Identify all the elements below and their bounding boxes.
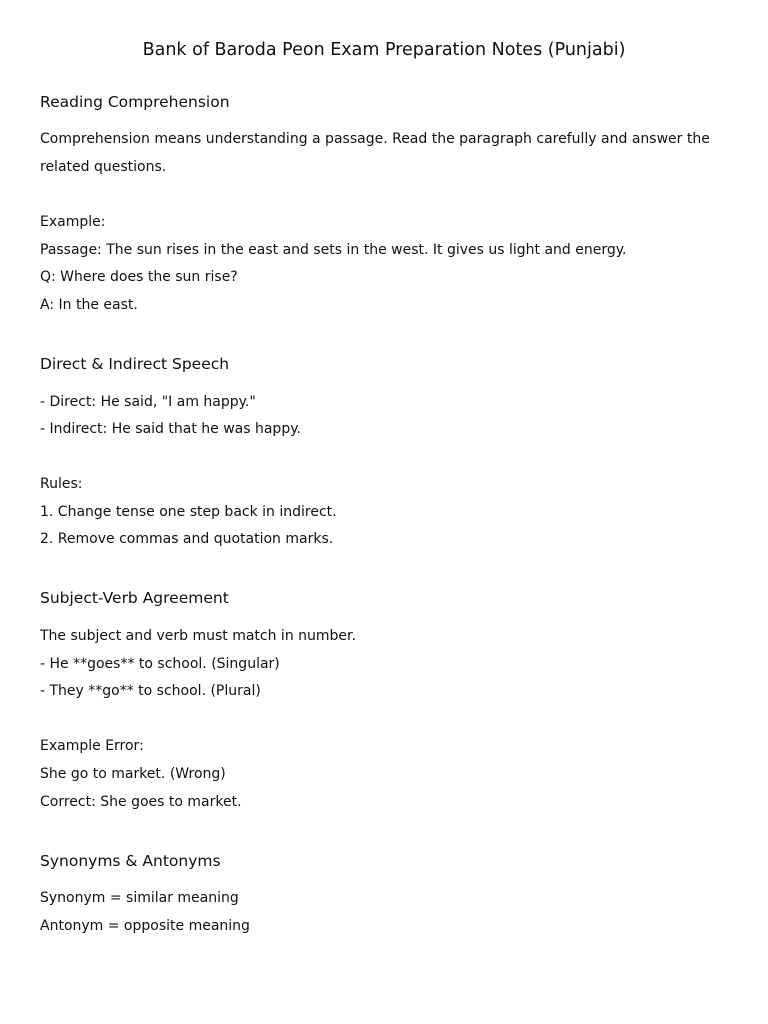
reading-line: A: In the east. — [40, 297, 138, 313]
section-heading-synonyms: Synonyms & Antonyms — [40, 852, 221, 870]
speech-line: 2. Remove commas and quotation marks. — [40, 531, 334, 547]
reading-line: Example: — [40, 214, 106, 230]
speech-line: - Direct: He said, "I am happy." — [40, 394, 256, 410]
section-heading-reading: Reading Comprehension — [40, 93, 230, 111]
section-heading-agreement: Subject-Verb Agreement — [40, 589, 229, 607]
agreement-line: She go to market. (Wrong) — [40, 766, 226, 782]
speech-line: Rules: — [40, 476, 83, 492]
speech-line: - Indirect: He said that he was happy. — [40, 421, 301, 437]
agreement-line: - He **goes** to school. (Singular) — [40, 656, 280, 672]
agreement-line: Correct: She goes to market. — [40, 794, 242, 810]
agreement-line: Example Error: — [40, 738, 144, 754]
synonyms-line: Antonym = opposite meaning — [40, 918, 250, 934]
synonyms-line: Synonym = similar meaning — [40, 890, 239, 906]
speech-line: 1. Change tense one step back in indirect. — [40, 504, 337, 520]
agreement-line: - They **go** to school. (Plural) — [40, 683, 261, 699]
document-title: Bank of Baroda Peon Exam Preparation Notes (Punjabi) — [142, 40, 626, 60]
reading-line: related questions. — [40, 159, 167, 175]
section-heading-speech: Direct & Indirect Speech — [40, 355, 230, 373]
reading-line: Q: Where does the sun rise? — [40, 269, 238, 285]
agreement-line: The subject and verb must match in number. — [40, 628, 356, 644]
reading-line: Passage: The sun rises in the east and sets in the west. It gives us light and energy. — [40, 242, 627, 258]
reading-line: Comprehension means understanding a passage. Read the paragraph carefully and answer the — [40, 131, 710, 147]
